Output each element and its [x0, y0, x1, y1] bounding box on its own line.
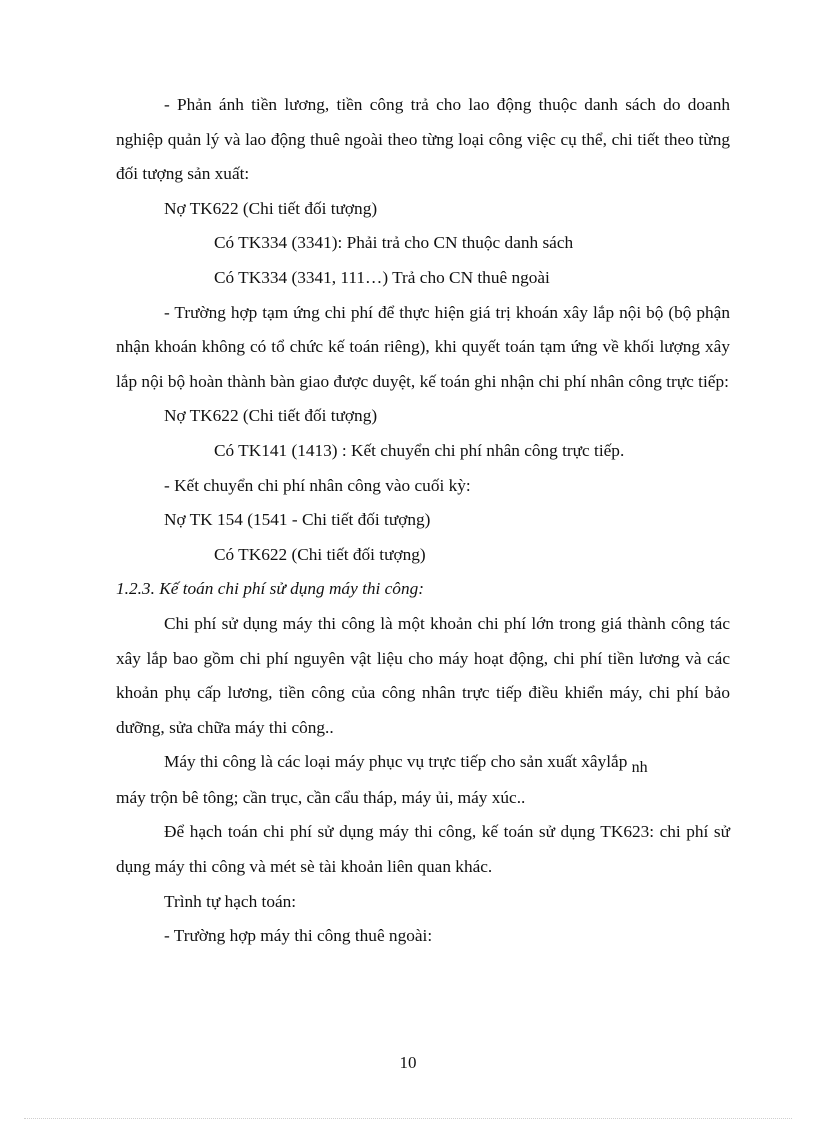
page-number: 10 [399, 1053, 417, 1072]
paragraph: Chi phí sử dụng máy thi công là một khoản chi phí lớn trong giá thành công tác xây lắp bao gồm chi phí nguyên vật liệu cho máy hoạt động, chi phí tiền lương và các khoản phụ cấp lương, tiền công của công nhân trực tiếp điều khiển máy, chi phí bảo dưỡng, sửa chữa máy thi công.. [116, 613, 730, 737]
paragraph [116, 745, 730, 815]
paragraph-text: Máy thi công là các loại máy phục vụ trực tiếp cho sản xuất xâylắp [164, 752, 628, 772]
journal-credit: Có TK622 (Chi tiết đối tượng) [214, 544, 426, 564]
paragraph: Trình tự hạch toán: [164, 891, 297, 911]
section-heading: 1.2.3. Kế toán chi phí sử dụng máy thi công: [116, 579, 424, 599]
journal-credit: Có TK334 (3341): Phải trả cho CN thuộc danh sách [214, 233, 574, 253]
paragraph: - Trường hợp máy thi công thuê ngoài: [164, 926, 433, 946]
paragraph: - Kết chuyển chi phí nhân công vào cuối kỳ: [164, 475, 471, 495]
page-bottom-divider [24, 1118, 792, 1119]
paragraph-text: máy trộn bê tông; cần trục, cần cẩu tháp, máy ủi, máy xúc.. [116, 787, 526, 807]
page-content [116, 88, 730, 954]
paragraph: Để hạch toán chi phí sử dụng máy thi công, kế toán sử dụng TK623: chi phí sử dụng máy thi công và mét sè tài khoản liên quan khác. [116, 822, 730, 877]
journal-credit: Có TK141 (1413) : Kết chuyển chi phí nhân công trực tiếp. [214, 440, 625, 460]
journal-debit: Nợ TK 154 (1541 - Chi tiết đối tượng) [164, 510, 431, 530]
paragraph: - Phản ánh tiền lương, tiền công trả cho lao động thuộc danh sách do doanh nghiệp quản lý và lao động thuê ngoài theo từng loại công việc cụ thể, chi tiết theo từng đối tượng sản xuất: [116, 95, 730, 184]
journal-debit: Nợ TK622 (Chi tiết đối tượng) [164, 198, 378, 218]
journal-credit: Có TK334 (3341, 111…) Trả cho CN thuê ngoài [214, 267, 550, 287]
paragraph: - Trường hợp tạm ứng chi phí để thực hiện giá trị khoán xây lắp nội bộ (bộ phận nhận khoán không có tổ chức kế toán riêng), khi quyết toán tạm ứng về khối lượng xây lắp nội bộ hoàn thành bàn giao được duyệt, kế toán ghi nhận chi phí nhân công trực tiếp: [116, 302, 730, 391]
stray-fragment: nh [631, 759, 648, 777]
journal-debit: Nợ TK622 (Chi tiết đối tượng) [164, 406, 378, 426]
